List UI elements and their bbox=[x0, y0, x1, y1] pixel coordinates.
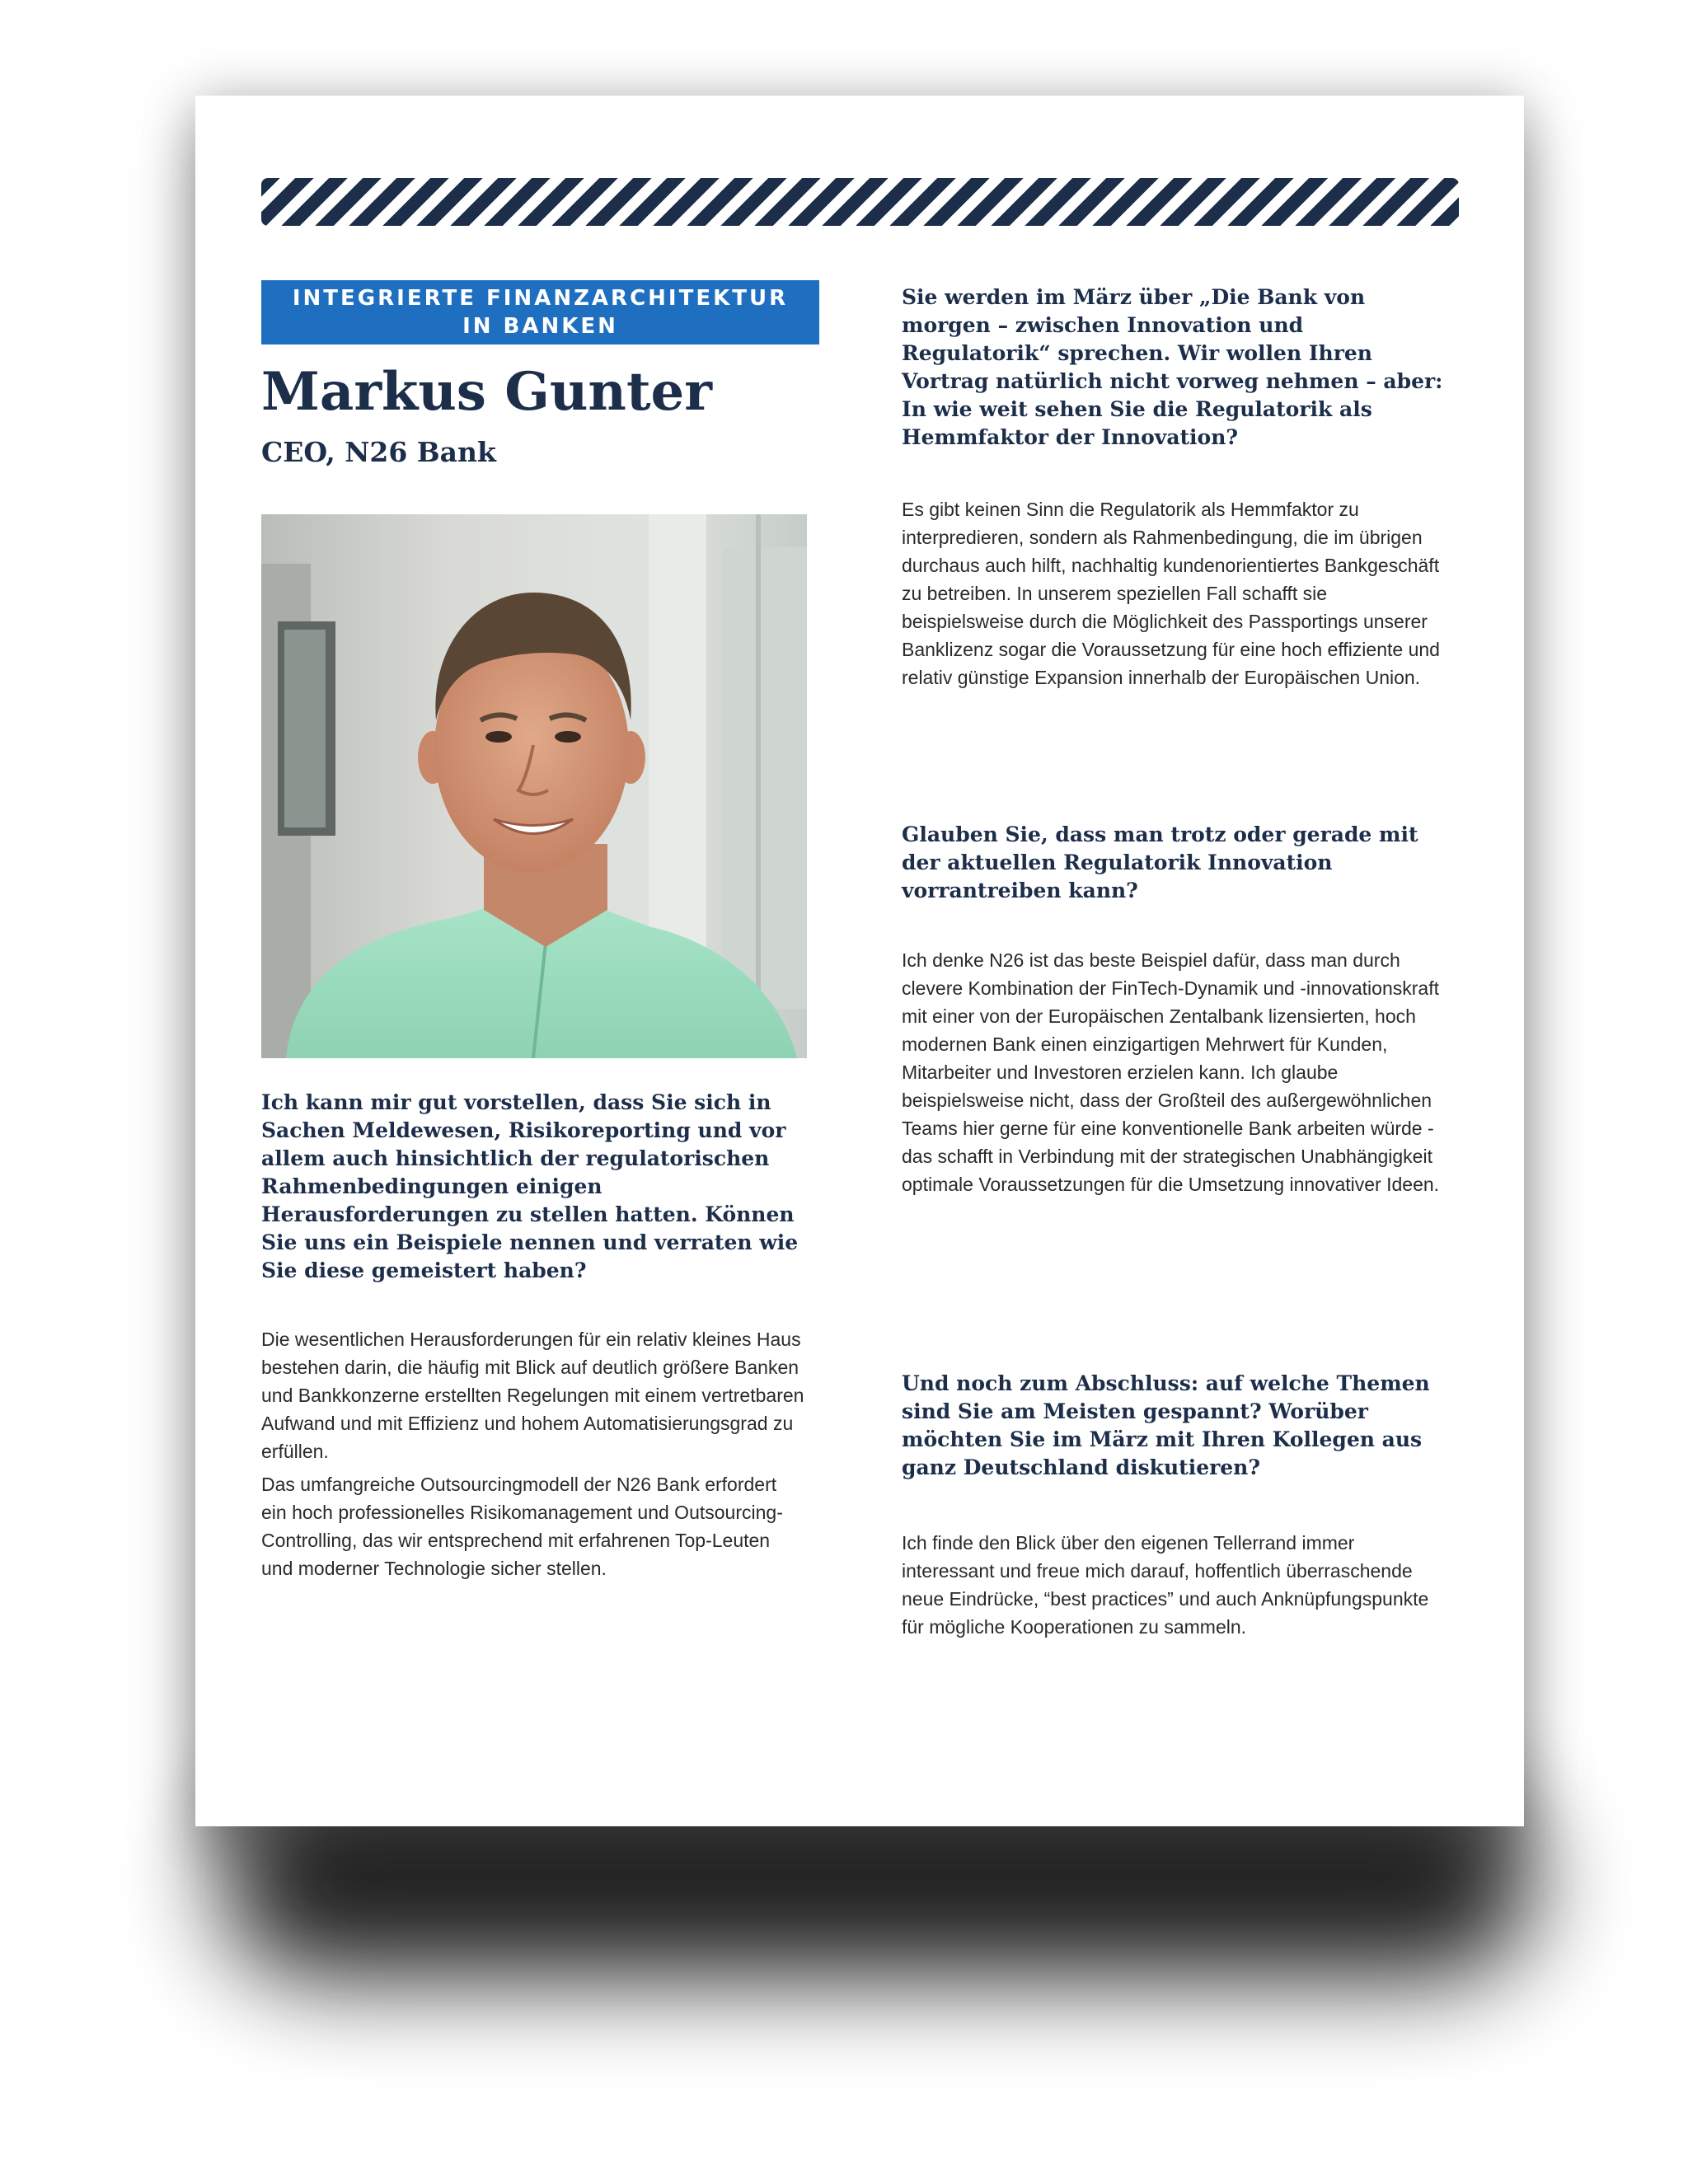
interview-question-3: Glauben Sie, dass man trotz oder gerade mit der aktuellen Regulatorik Innovation vorrantreiben kann? bbox=[902, 823, 1418, 902]
document-page bbox=[195, 96, 1524, 1826]
interview-question-2: Sie werden im März über „Die Bank von morgen – zwischen Innovation und Regulatorik“ sprechen. Wir wollen Ihren Vortrag natürlich nicht vorweg nehmen – aber: In wie weit sehen Sie die Regulatorik als Hemmfaktor der Innovation? bbox=[902, 285, 1443, 449]
person-role: CEO, N26 Bank bbox=[261, 436, 496, 468]
interview-answer-4: Ich finde den Blick über den eigenen Tellerrand immer interessant und freue mich darauf, hoffentlich überraschende neue Eindrücke, “best practices” und auch Anknüpfungspunkte für mögliche Kooperationen zu sammeln. bbox=[902, 1532, 1429, 1638]
category-tag-line1: INTEGRIERTE FINANZARCHITEKTUR bbox=[292, 286, 789, 311]
header-stripe-band bbox=[261, 178, 1459, 226]
interview-question-4: Und noch zum Abschluss: auf welche Themen sind Sie am Meisten gespannt? Worüber möchten Sie im März mit Ihren Kollegen aus ganz Deutschland diskutieren? bbox=[902, 1371, 1430, 1479]
interview-answer-3: Ich denke N26 ist das beste Beispiel dafür, dass man durch clevere Kombination der FinTech-Dynamik und -innovationskraft mit einer von der Europäischen Zentalbank lizensierten, hoch modernen Bank einen einzigartigen Mehrwert für Kunden, Mitarbeiter und Investoren erzielen kann. Ich glaube beispielsweise nicht, dass der Großteil des außergewöhnlichen Teams hier gerne für eine konventionelle Bank arbeiten würde - das schafft in Verbindung mit der strategischen Unabhängigkeit optimale Voraussetzungen für die Umsetzung innovativer Ideen. bbox=[902, 949, 1440, 1195]
category-tag bbox=[261, 280, 819, 344]
interview-answer-2: Es gibt keinen Sinn die Regulatorik als Hemmfaktor zu interpredieren, sondern als Rahmenbedingung, die im übrigen durchaus auch hilft, nachhaltig kundenorientiertes Bankgeschäft zu betreiben. In unserem speziellen Fall schafft sie beispielsweise durch die Möglichkeit des Passportings unserer Banklizenz sogar die Voraussetzung für eine hoch effiziente und relativ günstige Expansion innerhalb der Europäischen Union. bbox=[902, 499, 1440, 688]
person-name: Markus Gunter bbox=[261, 361, 712, 423]
interview-answer-1-paragraph-2: Das umfangreiche Outsourcingmodell der N26 Bank erfordert ein hoch professionelles Risikomanagement und Outsourcing-Controlling, das wir entsprechend mit erfahrenen Top-Leuten und moderner Technologie sicher stellen. bbox=[261, 1474, 783, 1579]
portrait-photo bbox=[261, 514, 807, 1058]
interview-answer-1-paragraph-1: Die wesentlichen Herausforderungen für ein relativ kleines Haus bestehen darin, die häufig mit Blick auf deutlich größere Banken und Bankkonzerne erstellten Regelungen mit einem vertretbaren Aufwand und mit Effizienz und hohem Automatisierungsgrad zu erfüllen. bbox=[261, 1329, 804, 1462]
category-tag-line2: IN BANKEN bbox=[462, 314, 618, 339]
interview-question-1: Ich kann mir gut vorstellen, dass Sie sich in Sachen Meldewesen, Risikoreporting und vor allem auch hinsichtlich der regulatorischen Rahmenbedingungen einigen Herausforderungen zu stellen hatten. Können Sie uns ein Beispiele nennen und verraten wie Sie diese gemeistert haben? bbox=[261, 1090, 799, 1282]
